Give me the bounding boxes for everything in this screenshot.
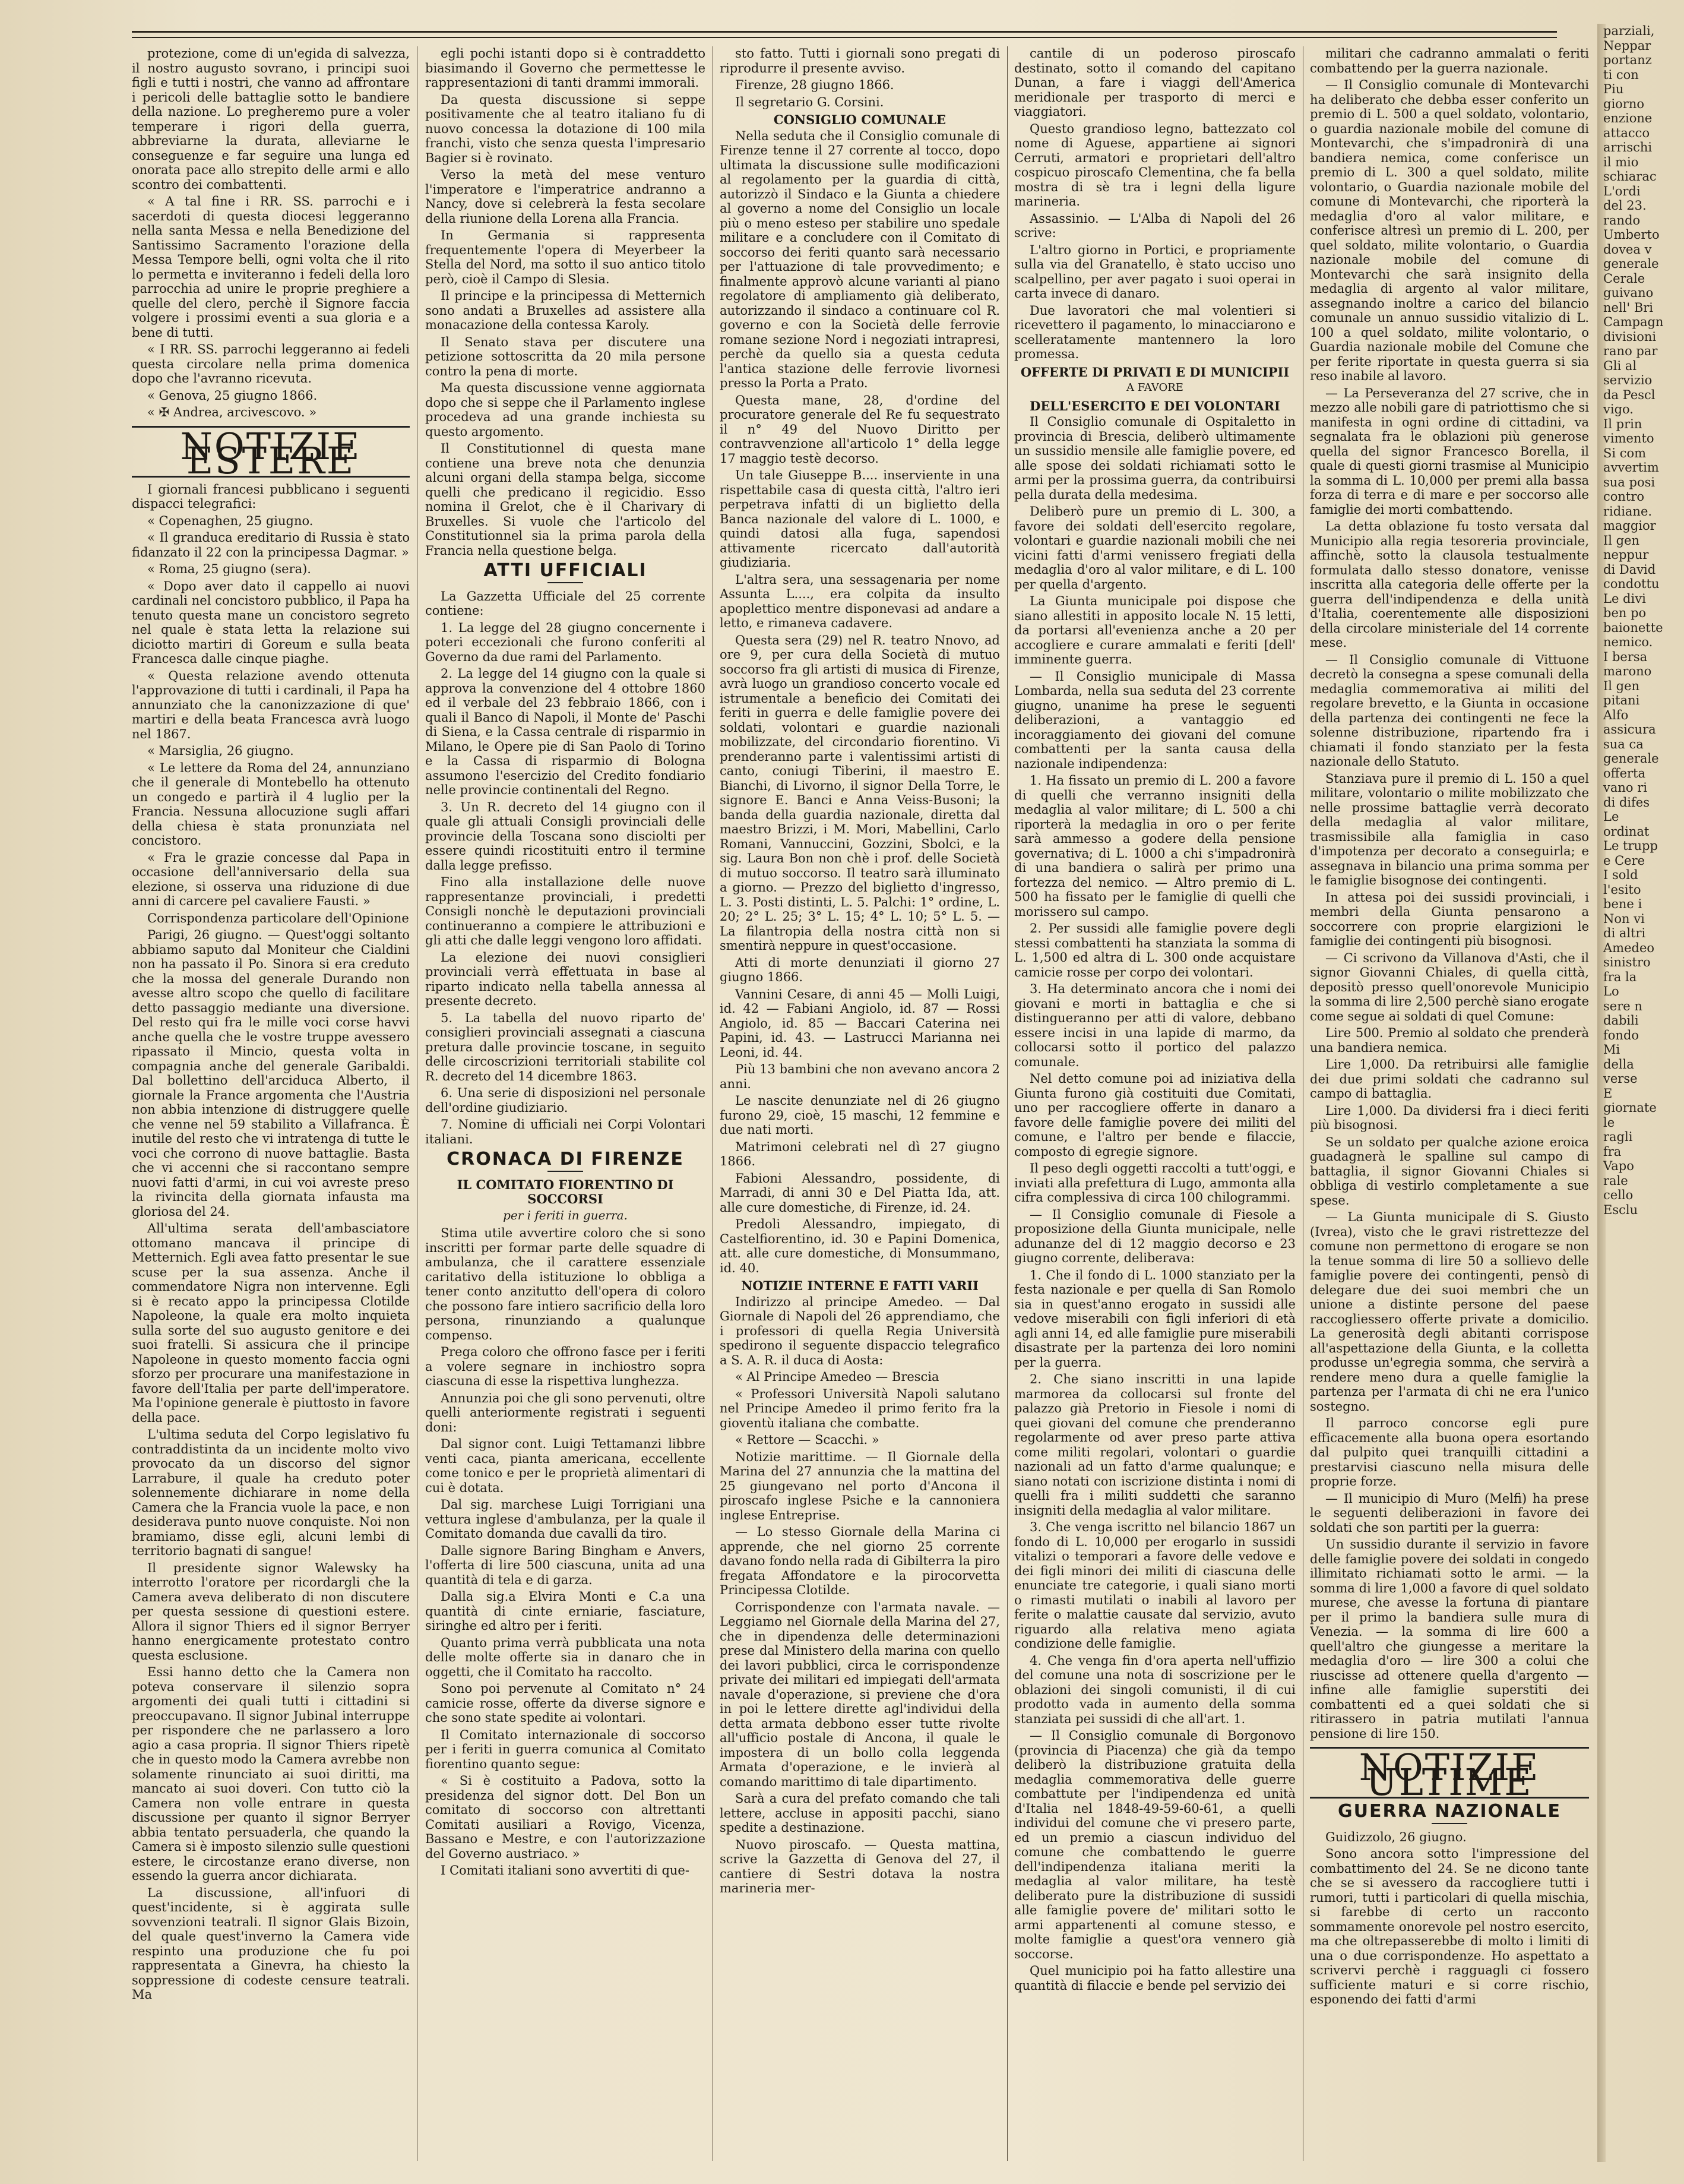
edge-text-fragment: marono	[1603, 664, 1652, 678]
edge-text-fragment: assicura	[1603, 722, 1656, 737]
article-paragraph: Quanto prima verrà pubblicata una nota delle molte offerte sia in danaro che in oggetti, che il Comitato ha raccolto.	[425, 1635, 705, 1679]
article-paragraph: In Germania si rappresenta frequentemente l'opera di Meyerbeer la Stella del Nord, ma sotto il suo antico titolo però, cioè il Campo di Slesia.	[425, 228, 705, 286]
edge-text-fragment: Umberto	[1603, 227, 1660, 242]
edge-text-fragment: ti con	[1603, 67, 1639, 82]
subsection-heading: NOTIZIE INTERNE E FATTI VARII	[741, 1278, 979, 1293]
edge-text-fragment: portanz	[1603, 53, 1652, 67]
article-paragraph: 3. Che venga iscritto nel bilancio 1867 un fondo di L. 10,000 per erogarlo in sussidi vitalizi o temporari a favore delle vedove e dei figli minori dei militi di ciascuna delle enunciate tre categorie, i quali siano morti o rimasti mutilati o inabili al lavoro per ferite o malattie causate dal servizio, avuto riguardo alla relativa meno agiata condizione delle famiglie.	[1014, 1520, 1296, 1651]
article-paragraph: Nel detto comune poi ad iniziativa della Giunta furono già costituiti due Comitati, uno per raccogliere offerte in danaro a favore delle famiglie povere dei militi del comune, e l'altro per bende e filaccie, composto di egregie signore.	[1014, 1072, 1296, 1159]
top-rule-secondary	[132, 37, 1557, 38]
edge-text-fragment: Non vi	[1603, 911, 1645, 926]
article-paragraph: Sono poi pervenute al Comitato n° 24 camicie rosse, offerte da diverse signore e che sono state spedite ai volontari.	[425, 1682, 705, 1725]
column-1	[132, 46, 410, 2161]
article-paragraph: — Lo stesso Giornale della Marina ci apprende, che nel giorno 25 corrente davano fondo nella rada di Gibilterra la piro fregata Affondatore e la pirocorvetta Principessa Clotilde.	[720, 1525, 1000, 1597]
edge-text-fragment: enzione	[1603, 111, 1653, 125]
edge-text-fragment: contro	[1603, 489, 1645, 504]
subsection-heading: CONSIGLIO COMUNALE	[773, 112, 947, 127]
subsection-heading: DELL'ESERCITO E DEI VOLONTARI	[1030, 398, 1280, 413]
edge-text-fragment: ben po	[1603, 606, 1647, 620]
edge-text-fragment: servizio	[1603, 373, 1653, 387]
edge-text-fragment: condottu	[1603, 577, 1660, 591]
edge-text-fragment: attacco	[1603, 125, 1650, 140]
article-paragraph: Questa mane, 28, d'ordine del procuratore generale del Re fu sequestrato il n° 49 del Nuovo Diritto per contravvenzione all'articolo 1° della legge 17 maggio testè decorso.	[720, 393, 1000, 466]
article-paragraph: 2. Per sussidi alle famiglie povere degli stessi combattenti ha stanziata la somma di L. 1,500 ed altra di L. 300 onde acquistare camicie rosse per corpo dei volontari.	[1014, 921, 1296, 979]
edge-text-fragment: I sold	[1603, 868, 1638, 882]
edge-text-fragment: l'esito	[1603, 882, 1641, 897]
edge-text-fragment: Le	[1603, 810, 1619, 824]
article-paragraph: Sono ancora sotto l'impressione del combattimento del 24. Se ne dicono tante che se si avessero da raccogliere tutti i rumori, tutti i particolari di quella mischia, si farebbe di certo un racconto sommamente onorevole pel nostro esercito, ma che oltrepasserebbe di molto i limiti di una o due corrispondenze. Ho aspettato a scrivervi perchè i ragguagli ci fossero sufficiente maturi e si corre rischio, esponendo dei fatti d'armi	[1310, 1847, 1589, 2006]
edge-text-fragment: generale	[1603, 751, 1659, 766]
column-5	[1310, 46, 1589, 2161]
article-paragraph: Il parroco concorse egli pure efficacemente alla buona opera esortando dal pulpito quei tranquilli cittadini a prestarvisi ciascuno nella misura delle proprie forze.	[1310, 1416, 1589, 1488]
edge-text-fragment: Mi	[1603, 1042, 1620, 1057]
edge-text-fragment: L'ordi	[1603, 184, 1641, 198]
article-paragraph: cantile di un poderoso piroscafo destinato, sotto il comando del capitano Dunan, a fare i viaggi dell'America meridionale per trasporto di merci e viaggiatori.	[1014, 46, 1296, 119]
article-paragraph: 1. La legge del 28 giugno concernente i poteri eccezionali che furono conferiti al Governo da due rami del Parlamento.	[425, 620, 705, 664]
edge-text-fragment: nemico.	[1603, 635, 1653, 649]
article-paragraph: Le nascite denunziate nel di 26 giugno furono 29, cioè, 15 maschi, 12 femmine e due nati morti.	[720, 1093, 1000, 1137]
article-paragraph: Da questa discussione si seppe positivamente che al teatro italiano fu di nuovo concessa la dotazione di 100 mila franchi, visto che senza questa l'impresario Bagier si è rovinato.	[425, 92, 705, 165]
article-paragraph: Predoli Alessandro, impiegato, di Castelfiorentino, id. 30 e Papini Domenica, att. alle cure domestiche, di Monsummano, id. 40.	[720, 1217, 1000, 1275]
article-paragraph: — Il municipio di Muro (Melfi) ha prese le seguenti deliberazioni in favore dei soldati che son partiti per la guerra:	[1310, 1491, 1589, 1535]
article-paragraph: Due lavoratori che mal volentieri si ricevettero il pagamento, lo minacciarono e scelleratamente mantennero la loro promessa.	[1014, 303, 1296, 361]
article-paragraph: « Al Principe Amedeo — Brescia	[735, 1370, 939, 1384]
article-paragraph: « Il granduca ereditario di Russia è stato fidanzato il 22 con la principessa Dagmar. »	[132, 530, 410, 560]
section-heading-box	[132, 424, 410, 482]
edge-text-fragment: le	[1603, 1115, 1615, 1130]
article-paragraph: Il segretario G. Corsini.	[735, 94, 884, 109]
article-paragraph: Corrispondenze con l'armata navale. — Leggiamo nel Giornale della Marina del 27, che in dipendenza delle determinazioni prese dal Ministero della marina con quello dei lavori pubblici, circa le corrispondenze private dei militari ed impiegati dell'armata navale d'operazione, si previene che d'ora in poi le lettere dirette agl'individui della detta armata debbono esser tutte rivolte all'ufficio postale di Ancona, il quale le impostera di un bollo colla leggenda Armata d'operazione, e le invierà al comando marittimo di tale dipartimento.	[720, 1600, 1000, 1789]
article-paragraph: Nella seduta che il Consiglio comunale di Firenze tenne il 27 corrente al tocco, dopo ultimata la discussione sulle modificazioni al regolamento per la guardia di città, autorizzò il Sindaco e la Giunta a chiedere al governo a nome del Consiglio un locale più o meno esteso per stabilire uno spedale militare e a concludere con il Comitato di soccorso dei feriti quanto sarà necessario per l'attuazione di tale provvedimento; e finalmente approvò alcune varianti al piano regolatore di ampliamento già deliberato, autorizzando il sindaco a continuare col R. governo e con la Società delle ferrovie romane sezione Nord i negoziati intrapresi, perchè da quello sia a questa ceduta l'antica stazione delle ferrovie livornesi presso la Porta a Prato.	[720, 128, 1000, 390]
article-paragraph: Il Senato stava per discutere una petizione sottoscritta da 20 mila persone contro la pena di morte.	[425, 334, 705, 378]
edge-text-fragment: Lo	[1603, 984, 1619, 998]
edge-text-fragment: vano ri	[1603, 780, 1647, 795]
edge-text-fragment: vimento	[1603, 431, 1654, 445]
article-paragraph: Notizie marittime. — Il Giornale della Marina del 27 annunzia che la mattina del 25 giungevano nel porto d'Ancona il piroscafo inglese Psiche e la cannoniera inglese Entreprise.	[720, 1449, 1000, 1522]
edge-text-fragment: Esclu	[1603, 1202, 1638, 1217]
edge-text-fragment: schiarac	[1603, 169, 1657, 184]
article-paragraph: Prega coloro che offrono fasce per i feriti a volere segnare in inchiostro sopra ciascuna di esse la rispettiva lunghezza.	[425, 1345, 705, 1388]
article-paragraph: La discussione, all'infuori di quest'incidente, si è aggirata sulle sovvenzioni teatrali. Il signor Glais Bizoin, del quale quest'inverno la Camera vide respinto una produzione che fu poi rappresentata a Ginevra, ha chiesto la soppressione di codeste censure teatrali. Ma	[132, 1885, 410, 2002]
column-2	[425, 46, 705, 2161]
edge-text-fragment: Il gen	[1603, 533, 1640, 548]
article-paragraph: « Marsiglia, 26 giugno.	[147, 744, 294, 758]
article-paragraph: Guidizzolo, 26 giugno.	[1325, 1829, 1467, 1844]
edge-text-fragment: Vapo	[1603, 1159, 1634, 1173]
edge-text-fragment: pitani	[1603, 693, 1640, 707]
section-heading: NOTIZIE ULTIME	[1359, 1746, 1540, 1804]
edge-text-fragment: Amedeo	[1603, 940, 1655, 955]
article-paragraph: Dal sig. marchese Luigi Torrigiani una vettura inglese d'ambulanza, per la quale il Comitato domanda due cavalli da tiro.	[425, 1497, 705, 1541]
article-paragraph: Verso la metà del mese venturo l'imperatore e l'imperatrice andranno a Nancy, dove si celebrerà la festa secolare della riunione della Lorena alla Francia.	[425, 167, 705, 226]
edge-text-fragment: arrischi	[1603, 140, 1653, 154]
edge-text-fragment: nell' Bri	[1603, 300, 1654, 315]
edge-text-fragment: divisioni	[1603, 329, 1657, 344]
article-paragraph: Fabioni Alessandro, possidente, di Marradi, di anni 30 e Del Piatta Ida, att. alle cure domestiche, di Firenze, id. 24.	[720, 1171, 1000, 1215]
edge-text-fragment: ragli	[1603, 1130, 1633, 1144]
edge-text-fragment: rale	[1603, 1173, 1628, 1188]
article-paragraph: Stima utile avvertire coloro che si sono inscritti per formar parte delle squadre di ambulanza, che il carattere essenziale caritativo della istituzione lo obbliga a tener conto anzitutto dell'opera di coloro che possono fare intiero sacrificio della loro persona, rinunziando a qualunque compenso.	[425, 1226, 705, 1342]
article-paragraph: La elezione dei nuovi consiglieri provinciali verrà effettuata in base al riparto indicato nella tabella annessa al presente decreto.	[425, 950, 705, 1008]
article-paragraph: Il peso degli oggetti raccolti a tutt'oggi, e inviati alla prefettura di Lugo, ammonta alla cifra complessiva di circa 100 chilogrammi.	[1014, 1161, 1296, 1205]
article-paragraph: « Copenaghen, 25 giugno.	[147, 513, 314, 528]
edge-text-fragment: cello	[1603, 1188, 1634, 1202]
article-paragraph: militari che cadranno ammalati o feriti combattendo per la guerra nazionale.	[1310, 46, 1589, 75]
edge-text-fragment: sua ca	[1603, 737, 1644, 751]
edge-text-fragment: Gli al	[1603, 358, 1637, 373]
article-paragraph: L'altro giorno in Portici, e propriamente sulla via del Granatello, è stato ucciso uno scalpellino, per aver pagato i suoi operai in carta invece di danaro.	[1014, 242, 1296, 301]
edge-text-fragment: dabili	[1603, 1013, 1639, 1028]
article-paragraph: — Ci scrivono da Villanova d'Asti, che il signor Giovanni Chiales, di quella città, depositò presso quell'onorevole Municipio la somma di lire 2,500 perchè siano erogate come segue ai soldati di quel Comune:	[1310, 950, 1589, 1023]
edge-text-fragment: I bersa	[1603, 649, 1648, 664]
subheading: A FAVORE	[1126, 381, 1183, 394]
article-paragraph: « I RR. SS. parrochi leggeranno ai fedeli questa circolare nella prima domenica dopo che l'avranno ricevuta.	[132, 342, 410, 385]
edge-text-fragment: di David	[1603, 562, 1656, 577]
heading-rule	[547, 1171, 583, 1172]
edge-text-fragment: Si com	[1603, 445, 1647, 460]
section-heading: ATTI UFFICIALI	[483, 560, 647, 581]
article-paragraph: « Fra le grazie concesse dal Papa in occasione dell'anniversario della sua elezione, si osserva una riduzione di due anni di carcere pel cavaliere Fausti. »	[132, 850, 410, 908]
article-paragraph: L'altra sera, una sessagenaria per nome Assunta L...., era colpita da insulto apoplettico mentre disponevasi ad andare a letto, e rimaneva cadavere.	[720, 572, 1000, 630]
edge-text-fragment: E	[1603, 1086, 1613, 1101]
article-paragraph: — Il Consiglio comunale di Fiesole a proposizione della Giunta municipale, nelle adunanze del di 12 maggio decorso e 23 giugno corrente, deliberava:	[1014, 1207, 1296, 1265]
edge-text-fragment: del 23.	[1603, 198, 1647, 213]
article-paragraph: 3. Ha determinato ancora che i nomi dei giovani e morti in battaglia e che si distingueranno per atti di valore, debbano essere incisi in una lapide di marmo, da collocarsi sotto il portico del palazzo comunale.	[1014, 982, 1296, 1069]
article-paragraph: Questa sera (29) nel R. teatro Nnovo, ad ore 9, per cura della Società di mutuo soccorso fra gli artisti di musica di Firenze, avrà luogo un grandioso concerto vocale ed istrumentale a beneficio dei Comitati dei feriti in guerra e delle famiglie povere dei soldati, volontari e guardie nazionali mobilizzate, del circondario fiorentino. Vi prenderanno parte i valentissimi artisti di canto, coniugi Tiberini, il maestro E. Bianchi, di Livorno, il signor Della Torre, le signore E. Banci e Anna Veiss-Busoni; la banda della guardia nazionale, diretta dal maestro Brizzi, i M. Mori, Mabellini, Carlo Romani, Vannuccini, Gozzini, Sbolci, e la sig. Laura Bon non chè i prof. delle Società di mutuo soccorso. Il teatro sarà illuminato a giorno. — Prezzo del biglietto d'ingresso, L. 3. Posti distinti, L. 5. Palchi: 1° ordine, L. 20; 2° L. 25; 3° L. 15; 4° L. 10; 5° L. 5. — La filantropia della nostra città non si smentirà neppure in quest'occasione.	[720, 633, 1000, 953]
article-paragraph: Firenze, 28 giugno 1866.	[735, 78, 894, 92]
article-paragraph: egli pochi istanti dopo si è contraddetto biasimando il Governo che permettesse le rappresentazioni di tanti drammi immorali.	[425, 46, 705, 90]
article-paragraph: Ma questa discussione venne aggiornata dopo che si seppe che il Parlamento inglese procedeva ad una grande inchiesta su questo argomento.	[425, 381, 705, 439]
article-paragraph: Deliberò pure un premio di L. 300, a favore dei soldati dell'esercito regolare, volontari e guardie nazionali mobili che nei vicini fatti d'armi venissero fregiati della medaglia d'oro al valor militare, e di L. 100 per quella d'argento.	[1014, 504, 1296, 592]
subsection-heading: OFFERTE DI PRIVATI E DI MUNICIPII	[1020, 364, 1290, 380]
article-paragraph: In attesa poi dei sussidi provinciali, i membri della Giunta pensarono a soccorrere con proprie elargizioni le famiglie dei contingenti più bisognosi.	[1310, 890, 1589, 948]
article-paragraph: La detta oblazione fu tosto versata dal Municipio alla regia tesoreria provinciale, affinchè, sotto la clausola testualmente formulata dallo stesso donatore, venisse inscritta alla categoria delle offerte per la guerra dell'indipendenza e della unità d'Italia, coerentemente alle disposizioni della circolare ministeriale del 14 corrente mese.	[1310, 519, 1589, 650]
article-paragraph: Atti di morte denunziati il giorno 27 giugno 1866.	[720, 955, 1000, 984]
edge-text-fragment: dovea v	[1603, 242, 1652, 257]
edge-text-fragment: Alfo	[1603, 707, 1629, 722]
article-paragraph: I Comitati italiani sono avvertiti di que-	[441, 1863, 689, 1878]
edge-text-fragment: Il gen	[1603, 678, 1640, 693]
edge-text-fragment: neppur	[1603, 548, 1649, 562]
article-paragraph: « Professori Università Napoli salutano nel Principe Amedeo il primo ferito fra la gioventù italiana che combatte.	[720, 1386, 1000, 1430]
article-paragraph: Nuovo piroscafo. — Questa mattina, scrive la Gazzetta di Genova del 27, il cantiere di Sestri dotava la nostra marineria mer-	[720, 1837, 1000, 1895]
heading-rule	[547, 582, 583, 583]
article-paragraph: Un sussidio durante il servizio in favore delle famiglie povere dei soldati in congedo illimitato richiamati sotto le armi. — la somma di lire 1,000 a favore di quel soldato murese, che avesse la fortuna di piantare per il primo la bandiera sulle mura di Venezia. — la somma di lire 600 a quell'altro che giungesse a meritare la medaglia d'oro — lire 300 a colui che riuscisse ad ottenere quella d'argento — infine alle famiglie superstiti dei combattenti ed a quei soldati che si ritirassero in patria mutilati l'annua pensione di lire 150.	[1310, 1537, 1589, 1741]
article-paragraph: Il principe e la principessa di Metternich sono andati a Bruxelles ad assistere alla monacazione della contessa Karoly.	[425, 289, 705, 332]
article-paragraph: — Il Consiglio comunale di Montevarchi ha deliberato che debba esser conferito un premio di L. 500 a quel soldato, volontario, o guardia nazionale mobile del comune di Montevarchi, che s'impadronirà di una bandiera nemica, come conferisce un premio di L. 300 a quel soldato, milite volontario, o Guardia nazionale mobile del comune di Montevarchi, che riporterà la medaglia d'oro al valor militare, e conferisce altresì un premio di L. 200, per quel soldato, milite volontario, o Guardia nazionale mobile del comune di Montevarchi che sarà insignito della medaglia di argento al valor militare, assegnando inoltre a carico del bilancio comunale un annuo sussidio vitalizio di L. 100 a quel soldato, milite volontario, o Guardia nazionale mobile del Comune che per ferite riportate in questa guerra si sia reso inabile al lavoro.	[1310, 78, 1589, 383]
article-paragraph: Vannini Cesare, di anni 45 — Molli Luigi, id. 42 — Fabiani Angiolo, id. 87 — Rossi Angiolo, id. 85 — Baccari Caterina nei Papini, id. 43. — Lastrucci Marianna nei Leoni, id. 44.	[720, 987, 1000, 1060]
article-paragraph: Il presidente signor Walewsky ha interrotto l'oratore per ricordargli che la Camera aveva deliberato di non discutere per questa sessione di questioni estere. Allora il signor Thiers ed il signor Berryer hanno energicamente protestato contro questa esclusione.	[132, 1560, 410, 1663]
article-paragraph: Fino alla installazione delle nuove rappresentanze provinciali, i predetti Consigli nonchè le deputazioni provinciali continueranno a compiere le attribuzioni e gli atti che dalle leggi vengono loro affidati.	[425, 875, 705, 947]
edge-text-fragment: guivano	[1603, 286, 1654, 300]
edge-text-fragment: vigo.	[1603, 402, 1634, 416]
edge-text-fragment: baionette	[1603, 620, 1663, 635]
article-paragraph: Se un soldato per qualche azione eroica guadagnerà le spalline sul campo di battaglia, il signor Giovanni Chiales si obbliga di vestirlo completamente a sue spese.	[1310, 1134, 1589, 1208]
section-heading: GUERRA NAZIONALE	[1337, 1801, 1562, 1822]
article-paragraph: « A tal fine i RR. SS. parrochi e i sacerdoti di questa diocesi leggeranno nella santa Messa e nella Benedizione del Santissimo Sacramento l'orazione della Messa Tempore belli, ogni volta che il rito lo permetta e inviteranno i fedeli della loro parrocchia ad unire le proprie preghiere a quelle del clero, perchè il Signore faccia volgere i prossimi eventi a sua gloria e a bene di tutti.	[132, 194, 410, 340]
edge-text-fragment: ridiane.	[1603, 504, 1653, 519]
column-3	[720, 46, 1000, 2161]
article-paragraph: 3. Un R. decreto del 14 giugno con il quale gli attuali Consigli provinciali delle provincie della Toscana sono disciolti per essere quindi ricostituiti entro il termine dalla legge prefisso.	[425, 799, 705, 873]
subheading: per i feriti in guerra.	[503, 1208, 628, 1222]
edge-text-fragment: parziali,	[1603, 24, 1655, 38]
edge-text-fragment: fondo	[1603, 1028, 1639, 1042]
article-paragraph: « Si è costituito a Padova, sotto la presidenza del signor dott. Del Bon un comitato di soccorso con altrettanti Comitati ausiliari a Rovigo, Vicenza, Bassano e Mestre, e con l'autorizzazione del Governo austriaco. »	[425, 1774, 705, 1861]
article-paragraph: Quel municipio poi ha fatto allestire una quantità di filaccie e bende pel servizio dei	[1014, 1964, 1296, 1993]
article-paragraph: Un tale Giuseppe B.... inserviente in una rispettabile casa di questa città, l'altro ieri perpetrava infatti di un biglietto della Banca nazionale del valore di L. 1000, e quindi datosi alla fuga, sapendosi attivamente ricercato dall'autorità giudiziaria.	[720, 468, 1000, 570]
edge-text-fragment: Piu	[1603, 82, 1624, 96]
subsection-heading: IL COMITATO FIORENTINO DI SOCCORSI	[457, 1177, 674, 1206]
column-divider	[1007, 46, 1008, 2161]
article-paragraph: 4. Che venga fin d'ora aperta nell'uffizio del comune una nota di soscrizione per le oblazioni dei singoli comunisti, il di cui prodotto vada in aumento della somma stanziata pei sussidi di che all'art. 1.	[1014, 1653, 1296, 1726]
edge-text-fragment: Il prin	[1603, 416, 1642, 431]
article-paragraph: Lire 1,000. Da retribuirsi alle famiglie dei due primi soldati che cadranno sul campo di battaglia.	[1310, 1057, 1589, 1101]
edge-text-fragment: Cerale	[1603, 271, 1645, 286]
article-paragraph: Lire 500. Premio al soldato che prenderà una bandiera nemica.	[1310, 1026, 1589, 1055]
article-paragraph: L'ultima seduta del Corpo legislativo fu contraddistinta da un incidente molto vivo provocato da un discorso del signor Larrabure, il quale ha creduto poter solennemente dichiarare in nome della Camera che la Francia vuole la pace, e non desiderava punto nuove conquiste. Noi non bramiamo, disse egli, alcuni lembi di territorio bagnati di sangue!	[132, 1427, 410, 1558]
article-paragraph: Stanziava pure il premio di L. 150 a quel militare, volontario o milite mobilizzato che nelle prossime battaglie verrà decorato della medaglia al valor militare, trasmissibile alla famiglia in caso d'impotenza per decorato a conseguirla; e assegnava in bilancio una prima somma per le famiglie bisognose dei contingenti.	[1310, 771, 1589, 887]
article-paragraph: Parigi, 26 giugno. — Quest'oggi soltanto abbiamo saputo dal Moniteur che Cialdini non ha passato il Po. Sinora si era creduto che la mossa del generale Durando non avesse altro scopo che quello di facilitare detto passaggio mediante una diversione. Del resto qui fra le mille voci corse havvi anche quella che le vostre truppe avessero ripassato il Mincio, questa volta in compagnia anche del generale Garibaldi. Dal bollettino dell'arciduca Alberto, il giornale la France argomenta che l'Austria non abbia intenzione di distruggere quelle che venne nel 59 stabilito a Villafranca. È inutile del resto che vi intratenga di tutte le voci che corrono di nuove battaglie. Basta che vi accenni che si raccontano sempre nuovi fatti d'armi, in cui voi avreste preso la rivincita della giornata infausta ma gloriosa del 24.	[132, 928, 410, 1219]
edge-text-fragment: sinistro	[1603, 955, 1651, 969]
section-heading: CRONACA DI FIRENZE	[447, 1149, 684, 1170]
edge-text-fragment: sua posi	[1603, 475, 1655, 489]
edge-text-fragment: di altri	[1603, 926, 1646, 940]
edge-text-fragment: giornate	[1603, 1101, 1657, 1115]
article-paragraph: Più 13 bambini che non avevano ancora 2 anni.	[720, 1062, 1000, 1091]
edge-text-fragment: della	[1603, 1057, 1634, 1072]
article-paragraph: Indirizzo al principe Amedeo. — Dal Giornale di Napoli del 26 apprendiamo, che i professori di quella Regia Università spedirono il seguente dispaccio telegrafico a S. A. R. il duca di Aosta:	[720, 1294, 1000, 1367]
article-paragraph: — Il Consiglio comunale di Vittuone decretò la consegna a spese comunali della medaglia commemorativa ai militi del regolare brevetto, e la Giunta in occasione della partenza dei contingenti ne fece la solenne distribuzione, ripartendo fra i chiamati il fondo stanziato per la festa nazionale dello Statuto.	[1310, 652, 1589, 769]
article-paragraph: Il Comitato internazionale di soccorso per i feriti in guerra comunica al Comitato fiorentino quanto segue:	[425, 1727, 705, 1771]
section-heading-box	[1310, 1746, 1589, 1804]
article-paragraph: Essi hanno detto che la Camera non poteva conservare il silenzio sopra argomenti dei quali tutti i cittadini si preoccupavano. Il signor Jubinal interruppe per rispondere che ne parlassero a loro agio a casa propria. Il signor Thiers ripetè che in questo modo la Camera avrebbe non solamente rinunciato ai suoi diritti, ma mancato ai suoi doveri. Con tutto ciò la Camera non volle entrare in questa discussione per quanto il signor Berryer abbia tentato persuaderla, che quando la Camera si è imposto silenzio sulle questioni estere, le circostanze erano diverse, non essendo la guerra ancor dichiarata.	[132, 1665, 410, 1883]
edge-text-fragment: generale	[1603, 257, 1659, 271]
article-paragraph: Annunzia poi che gli sono pervenuti, oltre quelli anteriormente registrati i seguenti doni:	[425, 1390, 705, 1434]
section-heading: NOTIZIE ESTERE	[180, 424, 362, 482]
edge-text-fragment: sere n	[1603, 998, 1642, 1013]
edge-text-fragment: rando	[1603, 213, 1641, 227]
article-paragraph: sto fatto. Tutti i giornali sono pregati di riprodurre il presente avviso.	[720, 46, 1000, 75]
article-paragraph: Dal signor cont. Luigi Tettamanzi libbre venti caca, pianta americana, eccellente come tonico e per le proprietà alimentari di cui è dotata.	[425, 1437, 705, 1495]
article-paragraph: La Gazzetta Ufficiale del 25 corrente contiene:	[425, 589, 705, 618]
article-paragraph: « Dopo aver dato il cappello ai nuovi cardinali nel concistoro pubblico, il Papa ha tenuto questa mane un concistoro segreto nel quale è stata letta la relazione sui diciotto martiri di Goreum e sulla beata Francesca dalle cinque piaghe.	[132, 579, 410, 666]
article-paragraph: — Il Consiglio municipale di Massa Lombarda, nella sua seduta del 23 corrente giugno, unanime ha prese le seguenti deliberazioni, a vantaggio ed incoraggiamento dei giovani del comune combattenti per la santa causa della nazionale indipendenza:	[1014, 669, 1296, 771]
article-paragraph: — La Perseveranza del 27 scrive, che in mezzo alle nobili gare di patriottismo che si manifesta in ogni ordine di cittadini, va segnalata fra le oblazioni più generose quella del signor Francesco Borella, il quale di questi giorni trasmise al Municipio la somma di L. 10,000 per premi alla bassa forza di terra e di mare e per soccorso alle famiglie dei morti combattendo.	[1310, 385, 1589, 517]
article-paragraph: 1. Ha fissato un premio di L. 200 a favore di quelli che verranno insigniti della medaglia al valor militare; di L. 500 a chi riporterà la medaglia in oro o per ferite sarà ammesso a godere della pensione governativa; di L. 1000 a chi s'impadronirà di una bandiera o salirà per primo una fortezza del nemico. — Altro premio di L. 500 ha fissato per le famiglie di quelli che morissero sul campo.	[1014, 773, 1296, 919]
article-paragraph: « Le lettere da Roma del 24, annunziano che il generale di Montebello ha ottenuto un congedo e partirà il 4 luglio per la Francia. Nessuna allocuzione sugli affari della chiesa è stata pronunziata nel concistoro.	[132, 760, 410, 848]
article-paragraph: I giornali francesi pubblicano i seguenti dispacci telegrafici:	[132, 482, 410, 511]
article-paragraph: Assassinio. — L'Alba di Napoli del 26 scrive:	[1014, 211, 1296, 240]
article-paragraph: 5. La tabella del nuovo riparto de' consiglieri provinciali assegnati a ciascuna pretura dalle provincie toscane, in seguito delle circoscrizioni territoriali stabilite col R. decreto del 14 dicembre 1863.	[425, 1010, 705, 1083]
heading-rule	[1432, 1823, 1467, 1824]
edge-text-fragment: verse	[1603, 1072, 1638, 1086]
edge-text-fragment: da Pescl	[1603, 387, 1655, 402]
article-paragraph: « ✠ Andrea, arcivescovo. »	[147, 405, 317, 419]
edge-text-fragment: Campagn	[1603, 315, 1664, 329]
article-paragraph: La Giunta municipale poi dispose che siano allestiti in apposito locale N. 15 letti, da portarsi all'evenienza anche a 20 per accogliere e curare ammalati e feriti [dell' imminente guerra.	[1014, 594, 1296, 666]
article-paragraph: « Roma, 25 giugno (sera).	[147, 562, 311, 576]
article-paragraph: « Questa relazione avendo ottenuta l'approvazione di tutti i cardinali, il Papa ha annunziato che la canonizzazione di que' martiri e della beata Francesca avrà luogo nel 1867.	[132, 668, 410, 741]
article-paragraph: Corrispondenza particolare dell'Opinione	[147, 911, 409, 925]
article-paragraph: Il Constitutionnel di questa mane contiene una breve nota che denunzia alcuni organi della stampa belga, siccome quelli che predicano il regicidio. Esso nomina il Grelot, che è il Charivary di Bruxelles. Si vuole che l'articolo del Constitutionnel sia la prima parola della Francia nella questione belga.	[425, 441, 705, 558]
article-paragraph: All'ultima serata dell'ambasciatore ottomano mancava il principe di Metternich. Egli avea fatto presentar le sue scuse per la sua assenza. Anche il commendatore Nigra non intervenne. Egli si è recato appo la principessa Clotilde Napoleone, la quale era molto inquieta sulla sorte del suo augusto genitore e dei suoi fratelli. Si assicura che il principe Napoleone in questo momento faccia ogni sforzo per procurare una manifestazione in favore dell'Italia per parte dell'imperatore. Ma l'opinione generale è piuttosto in favore della pace.	[132, 1221, 410, 1425]
article-paragraph: — La Giunta municipale di S. Giusto (Ivrea), visto che le gravi ristrettezze del comune non permettono di erogare se non la tenue somma di lire 50 a sollievo delle famiglie povere dei contingenti, pensò di delegare due dei suoi membri che un unione a distinte persone del paese raccogliessero offerte private a domicilio. La generosità degli abitanti corrispose all'aspettazione della Giunta, e la colletta produsse un'egregia somma, che servirà a rendere meno dura a quelle famiglie la partenza per l'armata di chi ne era l'unico sostegno.	[1310, 1210, 1589, 1414]
adjacent-page-edge	[1603, 24, 1684, 2162]
article-paragraph: 1. Che il fondo di L. 1000 stanziato per la festa nazionale e per quella di San Romolo sia in quest'anno erogato in sussidi alle vedove miserabili con figli inferiori di età agli anni 14, ed alle famiglie pure miserabili disastrate per la partenza dei loro nomini per la guerra.	[1014, 1268, 1296, 1370]
article-paragraph: Lire 1,000. Da dividersi fra i dieci feriti più bisognosi.	[1310, 1103, 1589, 1132]
edge-text-fragment: Neppar	[1603, 38, 1651, 53]
edge-text-fragment: Le trupp	[1603, 839, 1658, 853]
article-paragraph: « Genova, 25 giugno 1866.	[147, 388, 318, 403]
top-rule	[132, 31, 1557, 33]
edge-text-fragment: bene i	[1603, 897, 1642, 911]
article-paragraph: « Rettore — Scacchi. »	[735, 1433, 879, 1447]
article-paragraph: — Il Consiglio comunale di Borgonovo (provincia di Piacenza) che già da tempo deliberò la distribuzione gratuita della medaglia commemorativa delle guerre combattute per l'indipendenza ed unità d'Italia nel 1848-49-59-60-61, a quelli individui del comune che vi presero parte, ed un premio a ciascun individuo del comune che combattendo le guerre dell'indipendenza italiana meriti la medaglia al valor militare, ha testè deliberato pure la distribuzione di sussidi alle famiglie povere de' militari sotto le armi appartenenti al comune stesso, e molte famiglie a quest'ora vennero già soccorse.	[1014, 1728, 1296, 1961]
article-paragraph: Dalle signore Baring Bingham e Anvers, l'offerta di lire 500 ciascuna, unita ad una quantità di tela e di garza.	[425, 1543, 705, 1587]
edge-text-fragment: fra	[1603, 1144, 1622, 1159]
article-paragraph: Matrimoni celebrati nel dì 27 giugno 1866.	[720, 1139, 1000, 1168]
article-paragraph: protezione, come di un'egida di salvezza, il nostro augusto sovrano, i principi suoi figli e tutti i nostri, che vanno ad affrontare i pericoli delle battaglie sotto le bandiere della nazione. Lo pregheremo pure a voler temperare i rigori della guerra, abbreviarne la durata, alleviarne le conseguenze e far seguire una lunga ed onorata pace allo strepito delle armi e allo scontro dei combattenti.	[132, 46, 410, 192]
edge-text-fragment: rano par	[1603, 344, 1658, 358]
article-paragraph: 6. Una serie di disposizioni nel personale dell'ordine giudiziario.	[425, 1086, 705, 1115]
edge-text-fragment: giorno	[1603, 96, 1645, 111]
edge-text-fragment: Le divi	[1603, 591, 1646, 606]
edge-text-fragment: offerta	[1603, 766, 1645, 780]
edge-text-fragment: maggior	[1603, 519, 1656, 533]
article-paragraph: 7. Nomine di ufficiali nei Corpi Volontari italiani.	[425, 1117, 705, 1146]
article-paragraph: 2. Che siano inscritti in una lapide marmorea da collocarsi sul fronte del palazzo già Pretorio in Fiesole i nomi di quei giovani del comune che prenderanno regolarmente od aver preso parte attiva come militi regolari, volontari o guardie nazionali ad un fatto d'arme qualunque; e siano notati con iscrizione distinta i nomi di quelli fra i militi suddetti che saranno insigniti della medaglia al valor militare.	[1014, 1372, 1296, 1518]
column-4	[1014, 46, 1296, 2161]
edge-text-fragment: avvertim	[1603, 460, 1659, 475]
article-paragraph: Questo grandioso legno, battezzato col nome di Aguese, appartiene ai signori Cerruti, armatori e proprietari dell'altro cospicuo piroscafo Clementina, che fa bella mostra di sè tra i legni della ligure marineria.	[1014, 121, 1296, 208]
edge-text-fragment: il mio	[1603, 154, 1639, 169]
edge-text-fragment: fra la	[1603, 969, 1637, 984]
edge-text-fragment: e Cere	[1603, 853, 1645, 868]
article-paragraph: Sarà a cura del prefato comando che tali lettere, accluse in appositi pacchi, siano spedite a destinazione.	[720, 1791, 1000, 1835]
article-paragraph: Dalla sig.a Elvira Monti e C.a una quantità di cinte erniarie, fasciature, siringhe ed altro per i feriti.	[425, 1589, 705, 1633]
edge-text-fragment: di difes	[1603, 795, 1650, 810]
article-paragraph: 2. La legge del 14 giugno con la quale si approva la convenzione del 4 ottobre 1860 ed il verbale del 23 febbraio 1866, con i quali il Banco di Napoli, il Monte de' Paschi di Siena, e la Cassa centrale di risparmio in Milano, le Opere pie di San Paolo di Torino e la Cassa di risparmio di Bologna assumono l'esercizio del Credito fondiario nelle provincie continentali del Regno.	[425, 666, 705, 797]
edge-text-fragment: ordinat	[1603, 824, 1650, 839]
article-paragraph: Il Consiglio comunale di Ospitaletto in provincia di Brescia, deliberò ultimamente un sussidio mensile alle famiglie povere, ed alle spose dei soldati richiamati sotto le armi per la prossima guerra, da contribuirsi pella durata della medesima.	[1014, 415, 1296, 502]
